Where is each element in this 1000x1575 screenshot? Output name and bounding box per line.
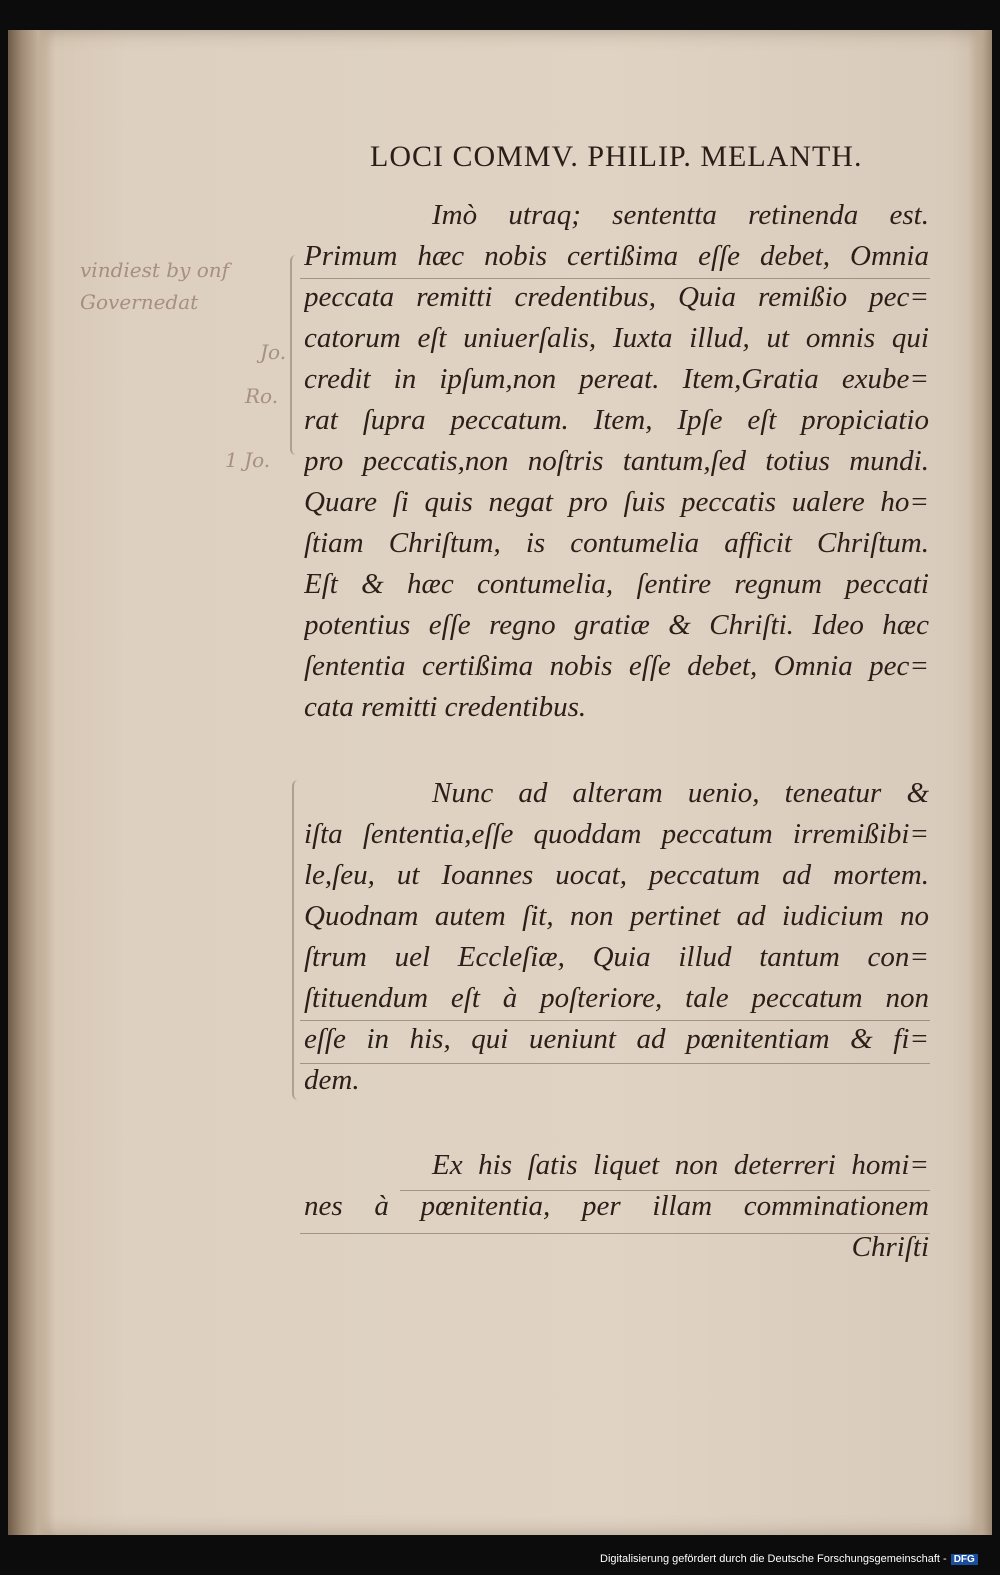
text-line: ſtituendum eſt à poſteriore, tale peccatum non	[304, 982, 929, 1014]
text-line: le,ſeu, ut Ioannes uocat, peccatum ad mortem.	[304, 859, 929, 891]
text-line: eſſe in his, qui ueniunt ad pœnitentiam & fi=	[304, 1023, 929, 1055]
marginal-note: Ro.	[245, 384, 279, 408]
text-line: Eſt & hæc contumelia, ſentire regnum peccati	[304, 568, 929, 600]
text-line: Primum hæc nobis certißima eſſe debet, Omnia	[304, 240, 929, 272]
text-line: dem.	[304, 1064, 360, 1096]
text-line: iſta ſententia,eſſe quoddam peccatum irremißibi=	[304, 818, 929, 850]
text-line: peccata remitti credentibus, Quia remißio pec=	[304, 281, 929, 313]
handwritten-underline	[300, 1063, 930, 1064]
text-line: Ex his ſatis liquet non deterreri homi=	[432, 1149, 929, 1181]
text-line: ſtiam Chriſtum, is contumelia afficit Chriſtum.	[304, 527, 929, 559]
text-line: rat ſupra peccatum. Item, Ipſe eſt propiciatio	[304, 404, 929, 436]
footer-text: Digitalisierung gefördert durch die Deutsche Forschungsgemeinschaft -	[600, 1553, 947, 1565]
marginal-note: 1 Jo.	[225, 448, 271, 472]
text-line: cata remitti credentibus.	[304, 691, 587, 723]
paragraph-1	[304, 195, 929, 728]
text-line: ſententia certißima nobis eſſe debet, Omnia pec=	[304, 650, 929, 682]
marginal-note: vindiest by onf	[80, 258, 230, 282]
text-line: catorum eſt uniuerſalis, Iuxta illud, ut omnis qui	[304, 322, 929, 354]
marginal-note: Governedat	[80, 290, 199, 314]
running-head: LOCI COMMV. PHILIP. MELANTH.	[370, 140, 863, 173]
digitization-footer	[600, 1553, 1000, 1571]
text-line: ſtrum uel Eccleſiæ, Quia illud tantum con=	[304, 941, 929, 973]
text-line: Imò utraq; sententta retinenda est.	[432, 199, 929, 231]
marginal-note: Jo.	[260, 340, 287, 364]
text-line: credit in ipſum,non pereat. Item,Gratia exube=	[304, 363, 929, 395]
text-line: Nunc ad alteram uenio, teneatur &	[432, 777, 929, 809]
text-line: potentius eſſe regno gratiæ & Chriſti. Ideo hæc	[304, 609, 929, 641]
margin-bracket	[292, 780, 302, 1100]
handwritten-underline	[300, 1020, 930, 1021]
handwritten-underline	[300, 1233, 930, 1234]
catchword: Chriſti	[851, 1231, 929, 1263]
dfg-logo: DFG	[951, 1554, 978, 1565]
text-line: pro peccatis,non noſtris tantum,ſed totius mundi.	[304, 445, 929, 477]
page-gutter	[8, 30, 52, 1535]
text-line: Quare ſi quis negat pro ſuis peccatis ualere ho=	[304, 486, 929, 518]
text-line: Quodnam autem ſit, non pertinet ad iudicium no	[304, 900, 929, 932]
margin-bracket	[290, 255, 300, 455]
handwritten-underline	[400, 1190, 930, 1191]
paragraph-3	[304, 1145, 929, 1268]
handwritten-underline	[300, 278, 930, 279]
page-fore-edge	[968, 30, 992, 1535]
text-line: nes à pœnitentia, per illam comminationem	[304, 1190, 929, 1222]
paragraph-2	[304, 773, 929, 1101]
